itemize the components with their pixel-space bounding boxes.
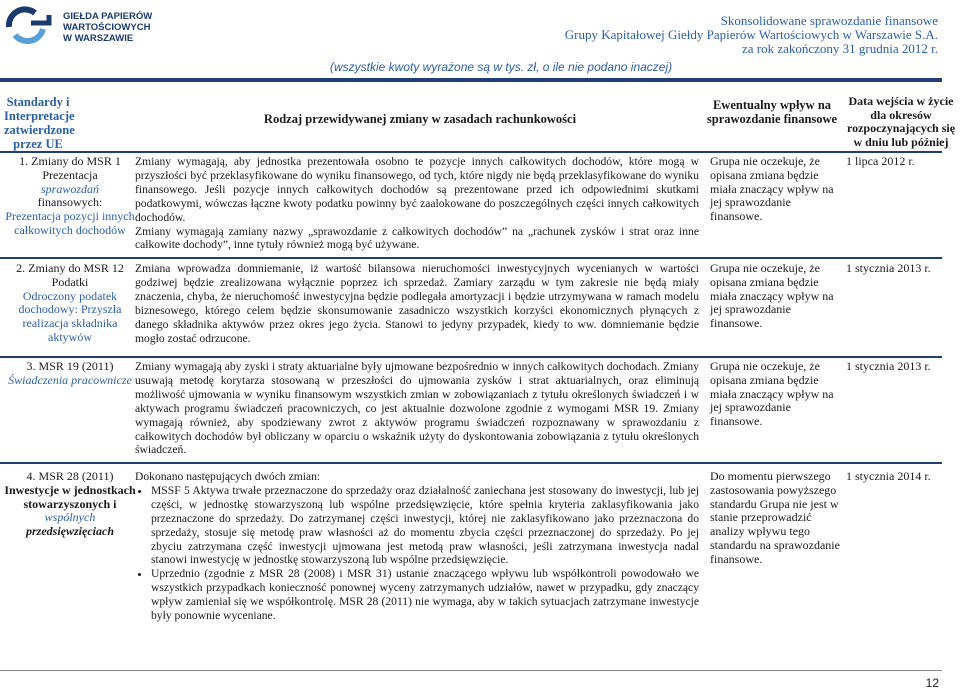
page-number: 12 — [925, 676, 939, 690]
standard-topic: Odroczony podatek dochodowy: Przyszła realizacja składnika aktywów — [18, 288, 122, 344]
list-item: • Uprzednio (zgodnie z MSR 28 (2008) i MSR 31) ustanie znaczącego wpływu lub współkontroli powodowało we wszystkich przypadkach konieczność ponownej wyceny zatrzymanych udziałów, nawet w przypadku, gdy znaczący wpływ zamieniał się we współkontrolę. MSR 28 (2011) nie wymaga, aby w takich sytuacjach zatrzymane inwestycje były ponownie wyceniane. — [151, 567, 699, 623]
row-1-date: 1 lipca 2012 r. — [846, 154, 915, 168]
row-4-standard — [0, 470, 140, 539]
row-3-impact: Grupa nie oczekuje, że opisana zmiana będzie miała znaczący wpływ na jej sprawozdanie finansowe. — [710, 359, 834, 429]
column-header-change: Rodzaj przewidywanej zmiany w zasadach rachunkowości — [263, 112, 577, 126]
standard-name: 1. Zmiany do MSR 1 — [19, 154, 121, 168]
gpw-logo-icon — [5, 5, 55, 45]
standard-subject: sprawozdań — [40, 181, 99, 196]
gpw-logo — [5, 5, 155, 45]
standard-name: 4. MSR 28 (2011) — [26, 469, 114, 483]
row-2-standard — [0, 262, 140, 345]
standard-subject: Świadczenia pracownicze — [8, 372, 132, 387]
logo-text — [63, 11, 152, 44]
description-text: Zmiany wymagają, aby jednostka prezentowała osobno te pozycje innych całkowitych dochodów, które mogą w przyszłości być przeklasyfikowane do wyniku finansowego, od tych, które nigdy nie będą przeklasyfikowane do wyniku finansowego. Jeśli pozycje innych całkowitych dochodów są prezentowane przed ich odpowiednimi skutkami podatkowymi, wówczas łączne kwoty podatku powinny być zaalokowane do poszczególnych części innych całkowitych dochodów. — [135, 155, 699, 224]
standard-subject: Prezentacja — [42, 167, 98, 182]
standard-subject: Inwestycje w jednostkach stowarzyszonych i — [4, 482, 136, 511]
row-2-date: 1 stycznia 2013 r. — [846, 261, 931, 275]
row-1-standard — [0, 155, 140, 238]
footer-rule — [0, 670, 942, 671]
row-4-description — [135, 470, 699, 623]
list-item: • MSSF 5 Aktywa trwałe przeznaczone do sprzedaży oraz działalność zaniechana jest stosowany do inwestycji, lub jej części, w jednostkę stowarzyszoną lub wspólne przedsięwzięcie, które spełnia kryteria zaklasyfikowania jako przeznaczone do sprzedaży. Do zatrzymanej części inwestycji, której nie zaklasyfikowano jako przeznaczona do sprzedaży, stosuje się metodę praw własności aż do momentu zbycia części przeznaczonej do sprzedaży. Po jej zbyciu zatrzymana część inwestycji ujmowana jest metodą praw własności, jeśli zatrzymana inwestycja nadal stanowi inwestycję w jednostkę stowarzyszoną lub wspólne przedsięwzięcie. — [151, 484, 699, 567]
standard-subject: wspólnych — [44, 510, 96, 525]
row-3-standard — [0, 360, 140, 388]
standard-topic: Prezentacja pozycji innych całkowitych dochodów — [5, 209, 135, 237]
report-period: za rok zakończony 31 grudnia 2012 r. — [741, 41, 938, 56]
report-title: Skonsolidowane sprawozdanie finansowe — [720, 13, 938, 28]
description-text: Dokonano następujących dwóch zmian: — [135, 470, 321, 483]
logo-line: GIEŁDA PAPIERÓW — [63, 11, 153, 22]
amounts-note: (wszystkie kwoty wyrażone są w tys. zł, o ile nie podano inaczej) — [330, 60, 673, 74]
row-separator — [0, 462, 942, 464]
standard-subject: przedsięwzięciach — [26, 524, 114, 539]
standard-subject: Podatki — [51, 274, 89, 289]
standard-subject: finansowych: — [37, 195, 103, 210]
logo-line: W WARSZAWIE — [63, 33, 134, 44]
table-header-rule — [0, 151, 942, 153]
row-3-description: Zmiany wymagają aby zyski i straty aktuarialne były ujmowane bezpośrednio w innych całkowitych dochodach. Zmiany usuwają metodę korytarza stosowaną w przeszłości do ujmowania zysków i strat aktuarialnych, oraz eliminują możliwość ujmowania w wyniku finansowym wszystkich zmian w zobowiązaniach z tytułu określonych świadczeń i w aktywach programu świadczeń pracowniczych, co jest aktualnie dozwolone zgodnie z wymogami MSR 19. Zmiany wymagają również, aby spodziewany zwrot z aktywów programu świadczeń rozpoznawany w sprawozdaniu z całkowitych dochodów był obliczany w oparciu o wskaźnik użyty do dyskontowania zobowiązania z tytułu określonych świadczeń. — [135, 360, 699, 457]
report-entity: Grupy Kapitałowej Giełdy Papierów Wartościowych w Warszawie S.A. — [564, 27, 938, 42]
row-3-date: 1 stycznia 2013 r. — [846, 359, 931, 373]
row-4-impact: Do momentu pierwszego zastosowania powyższego standardu Grupa nie jest w stanie przeprowadzić analizy wpływu tego standardu na sprawozdanie finansowe. — [710, 469, 840, 566]
header-rule — [0, 78, 942, 82]
row-2-impact: Grupa nie oczekuje, że opisana zmiana będzie miała znaczący wpływ na jej sprawozdanie finansowe. — [710, 261, 834, 331]
column-header-impact: Ewentualny wpływ na sprawozdanie finansowe — [706, 98, 838, 126]
column-header-standard: Standardy i Interpretacje zatwierdzone przez UE — [4, 95, 75, 151]
column-header-effective-date: Data wejścia w życie dla okresów rozpoczynających się w dniu lub później — [846, 94, 956, 149]
row-4-date: 1 stycznia 2014 r. — [846, 469, 931, 483]
row-1-description — [135, 155, 699, 252]
row-1-impact: Grupa nie oczekuje, że opisana zmiana będzie miała znaczący wpływ na jej sprawozdanie finansowe. — [710, 154, 834, 224]
row-separator — [0, 257, 942, 259]
change-list — [135, 484, 699, 623]
row-separator — [0, 356, 942, 358]
logo-line: WARTOŚCIOWYCH — [63, 22, 151, 33]
row-2-description: Zmiana wprowadza domniemanie, iż wartość bilansowa nieruchomości inwestycyjnych wycenianych w wartości godziwej będzie zrealizowana wyłącznie poprzez ich sprzedaż. Zamiary zarządu w tym zakresie nie będą miały znaczenia, chyba, że nieruchomość inwestycyjna będzie podlegała amortyzacji i będzie utrzymywana w ramach modelu biznesowego, którego celem będzie skonsumowanie zasadniczo wszystkich korzyści ekonomicznych płynących z danego składnika aktywów przez okres jego życia. Stanowi to jedyny przypadek, kiedy to ww. domniemanie będzie mogło zostać odrzucone. — [135, 262, 699, 345]
standard-name: 2. Zmiany do MSR 12 — [16, 261, 124, 275]
description-text: Zmiany wymagają zamiany nazwy „sprawozdanie z całkowitych dochodów” na „rachunek zysków i strat oraz inne całkowite dochody”, inne tytuły również mogą być używane. — [135, 224, 699, 252]
standard-name: 3. MSR 19 (2011) — [26, 359, 114, 373]
